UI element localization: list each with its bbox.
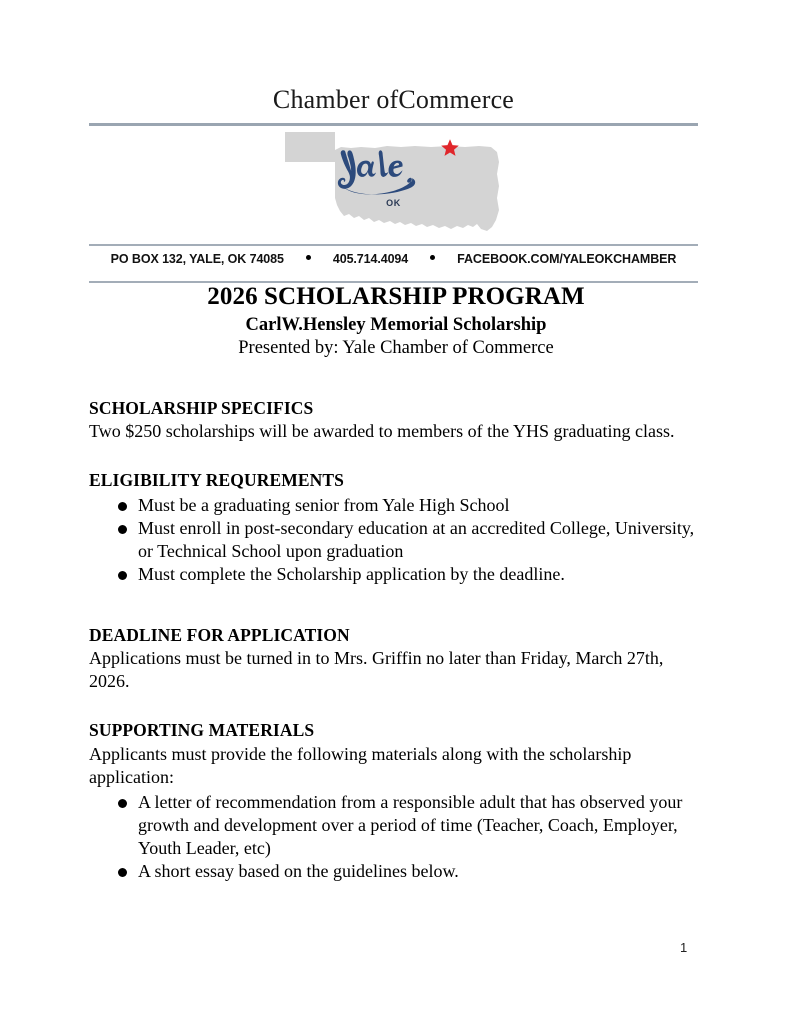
bullet-separator-icon — [306, 255, 311, 260]
section-body-specifics: Two $250 scholarships will be awarded to members of the YHS graduating class. — [89, 421, 675, 442]
section-deadline — [89, 624, 703, 693]
organization-title: Chamber ofCommerce — [272, 85, 515, 114]
page-number: 1 — [680, 940, 688, 955]
section-eligibility-requirements — [89, 469, 703, 586]
eligibility-bullet-list — [89, 494, 703, 586]
section-body-materials: Applicants must provide the following materials along with the scholarship application: — [89, 743, 632, 787]
list-item: A short essay based on the guidelines below. — [118, 860, 703, 883]
contact-bar — [89, 246, 698, 273]
document-presented-by: Presented by: Yale Chamber of Commerce — [238, 337, 554, 358]
contact-facebook[interactable]: FACEBOOK.COM/YALEOKCHAMBER — [457, 251, 677, 266]
document-body — [89, 283, 703, 883]
section-supporting-materials — [89, 719, 703, 883]
section-scholarship-specifics — [89, 397, 703, 443]
list-item: A letter of recommendation from a responsible adult that has observed your growth and development over a period of time (Teacher, Coach, Employer, Youth Leader, etc) — [118, 791, 703, 860]
document-title: 2026 SCHOLARSHIP PROGRAM — [207, 283, 585, 310]
list-item: Must be a graduating senior from Yale High School — [118, 494, 703, 517]
section-heading-specifics: SCHOLARSHIP SPECIFICS — [89, 397, 314, 418]
list-item: Must complete the Scholarship application by the deadline. — [118, 563, 703, 586]
bullet-separator-icon — [430, 255, 435, 260]
logo-block — [89, 128, 698, 236]
red-star-icon — [440, 138, 460, 158]
materials-bullet-list — [89, 791, 703, 883]
yale-script-wordmark — [335, 140, 445, 196]
section-body-deadline: Applications must be turned in to Mrs. Griffin no later than Friday, March 27th, 2026. — [89, 648, 664, 692]
section-heading-materials: SUPPORTING MATERIALS — [89, 720, 315, 741]
contact-phone: 405.714.4094 — [332, 251, 409, 266]
section-heading-deadline: DEADLINE FOR APPLICATION — [89, 624, 350, 645]
list-item: Must enroll in post-secondary education at an accredited College, University, or Technical School upon graduation — [118, 517, 703, 563]
section-heading-eligibility: ELIGIBILITY REQUREMENTS — [89, 470, 344, 491]
document-subtitle: CarlW.Hensley Memorial Scholarship — [245, 314, 547, 335]
state-abbreviation-label: OK — [386, 197, 401, 208]
letterhead — [89, 0, 698, 283]
contact-address: PO BOX 132, YALE, OK 74085 — [110, 251, 284, 266]
yale-chamber-logo — [283, 128, 505, 234]
header-rule-top — [89, 123, 698, 126]
